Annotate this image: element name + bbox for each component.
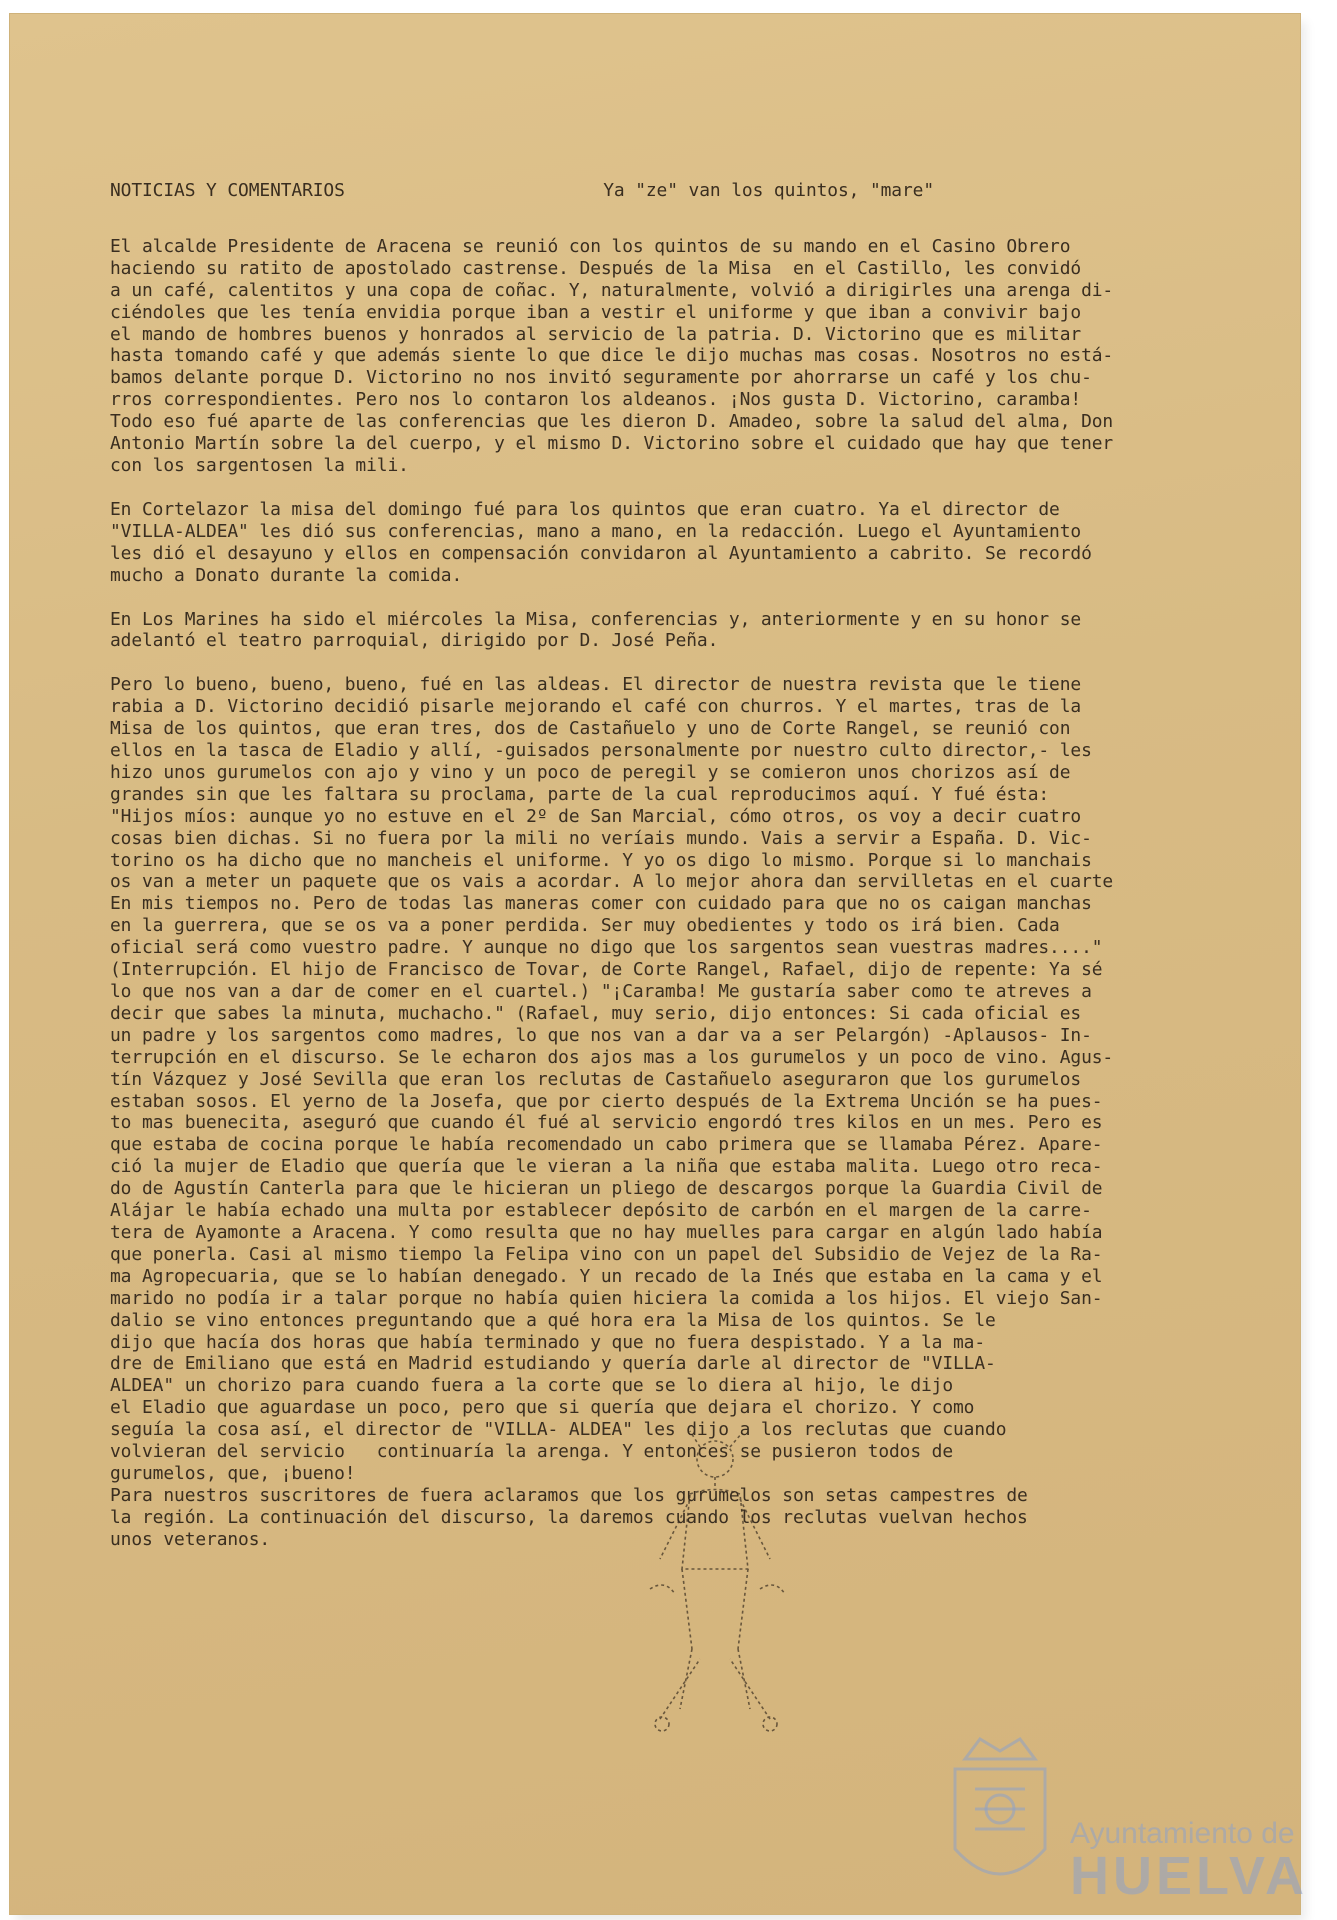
watermark	[940, 1729, 1310, 1919]
watermark-line2: HUELVA	[1070, 1846, 1308, 1906]
paragraph-aracena: El alcalde Presidente de Aracena se reunió con los quintos de su mando en el Casino Obrero haciendo su ratito de apostolado castrense. Después de la Misa en el Castillo, les convidó a un café, calentitos y una copa de coñac. Y, naturalmente, volvió a dirigirles una arenga di- ciéndoles que les tenía envidia porque iban a vestir el uniforme y que iban a convivir bajo el mando de hombres buenos y honrados al servicio de la patria. D. Victorino que es militar hasta tomando café y que además siente lo que dice le dijo muchas mas cosas. Nosotros no está- bamos delante porque D. Victorino no nos invitó seguramente por ahorrarse un café y los chu- rros correspondientes. Pero nos lo contaron los aldeanos. ¡Nos gusta D. Victorino, caramba! Todo eso fué aparte de las conferencias que les dieron D. Amadeo, sobre la salud del alma, Don Antonio Martín sobre la del cuerpo, y el mismo D. Victorino sobre el cuidado que hay que tener con los sargentosen la mili.	[110, 235, 1114, 476]
quinto-drawing-icon	[630, 1419, 810, 1739]
coat-of-arms-icon	[940, 1729, 1060, 1909]
paragraph-cortelazor: En Cortelazor la misa del domingo fué para los quintos que eran cuatro. Ya el director de "VILLA-ALDEA" les dió sus conferencias, mano a mano, en la redacción. Luego el Ayuntamiento les dió el desayuno y ellos en compensación convidaron al Ayuntamiento a cabrito. Se recordó mucho a Donato durante la comida.	[110, 498, 1092, 586]
document-body	[110, 180, 1250, 1573]
document-header	[110, 180, 1250, 202]
paragraph-aldeas: Pero lo bueno, bueno, bueno, fué en las aldeas. El director de nuestra revista que le tiene rabia a D. Victorino decidió pisarle mejorando el café con churros. Y el martes, tras de la Misa de los quintos, que eran tres, dos de Castañuelo y uno de Corte Rangel, se reunió con ellos en la tasca de Eladio y allí, -guisados personalmente por nuestro culto director,- les hizo unos gurumelos con ajo y vino y un poco de peregil y se comieron unos chorizos así de grandes sin que les faltara su proclama, parte de la cual reproducimos aquí. Y fué ésta: "Hijos míos: aunque yo no estuve en el 2º de San Marcial, cómo otros, os voy a decir cuatro cosas bien dichas. Si no fuera por la mili no veríais mundo. Vais a servir a España. D. Vic- torino os ha dicho que no mancheis el uniforme. Y yo os digo lo mismo. Porque si lo manchais os van a meter un paquete que os vais a acordar. A lo mejor ahora dan servilletas en el cuarte En mis tiempos no. Pero de todas las maneras comer con cuidado para que no os caigan manchas en la guerrera, que se os va a poner perdida. Ser muy obedientes y todo os irá bien. Cada oficial será como vuestro padre. Y aunque no digo que los sargentos sean vuestras madres...." (Interrupción. El hijo de Francisco de Tovar, de Corte Rangel, Rafael, dijo de repente: Ya sé lo que nos van a dar de comer en el cuartel.) "¡Caramba! Me gustaría saber como te atreves a decir que sabes la minuta, muchacho." (Rafael, muy serio, dijo entonces: Si cada oficial es un padre y los sargentos como madres, lo que nos van a dar va a ser Pelargón) -Aplausos- In- terrupción en el discurso. Se le echaron dos ajos mas a los gurumelos y un poco de vino. Agus- tín Vázquez y José Sevilla que eran los reclutas de Castañuelo aseguraron que los gurumelos estaban sosos. El yerno de la Josefa, que por cierto después de la Extrema Unción se ha pues- to mas buenecita, aseguró que cuando él fué al servicio engordó tres kilos en un mes. Pero es que estaba de cocina porque le había recomendado un cabo primera que se llamaba Pérez. Apare- ció la mujer de Eladio que quería que le vieran a la niña que estaba malita. Luego otro reca- do de Agustín Canterla para que le hicieran un pliego de descargos porque la Guardia Civil de Alájar le había echado una multa por establecer depósito de carbón en el margen de la carre- tera de Ayamonte a Aracena. Y como resulta que no hay muelles para cargar en algún lado había que ponerla. Casi al mismo tiempo la Felipa vino con un papel del Subsidio de Vejez de la Ra- ma Agropecuaria, que se lo habían denegado. Y un recado de la Inés que estaba en la cama y el marido no podía ir a talar porque no había quien hiciera la comida a los hijos. El viejo San- dalio se vino entonces preguntando que a qué hora era la Misa de los quintos. Se le dijo que hacía dos horas que había terminado y que no fuera despistado. Y a la ma- dre de Emiliano que está en Madrid estudiando y quería darle al director de "VILLA- ALDEA" un chorizo para cuando fuera a la corte que se lo diera al hijo, le dijo el Eladio que aguardase un poco, pero que si quería que dejara el chorizo. Y como seguía la cosa así, el director de "VILLA- ALDEA" les dijo a los reclutas que cuando volvieran del servicio continuaría la arenga. Y entonces se pusieron todos de gurumelos, que, ¡bueno! Para nuestros suscritores de fuera aclaramos que los gurumelos son setas campestres de la región. La continuación del discurso, la daremos cuando los reclutas vuelvan hechos unos veteranos.	[110, 674, 1114, 1550]
watermark-line1: Ayuntamiento de	[1070, 1817, 1295, 1850]
paragraph-los-marines: En Los Marines ha sido el miércoles la Misa, conferencias y, anteriormente y en su honor se adelantó el teatro parroquial, dirigido por D. José Peña.	[110, 608, 1082, 652]
headline: Ya "ze" van los quintos, "mare"	[603, 180, 934, 201]
section-title: NOTICIAS Y COMENTARIOS	[110, 180, 345, 201]
document-sheet	[10, 14, 1308, 1914]
